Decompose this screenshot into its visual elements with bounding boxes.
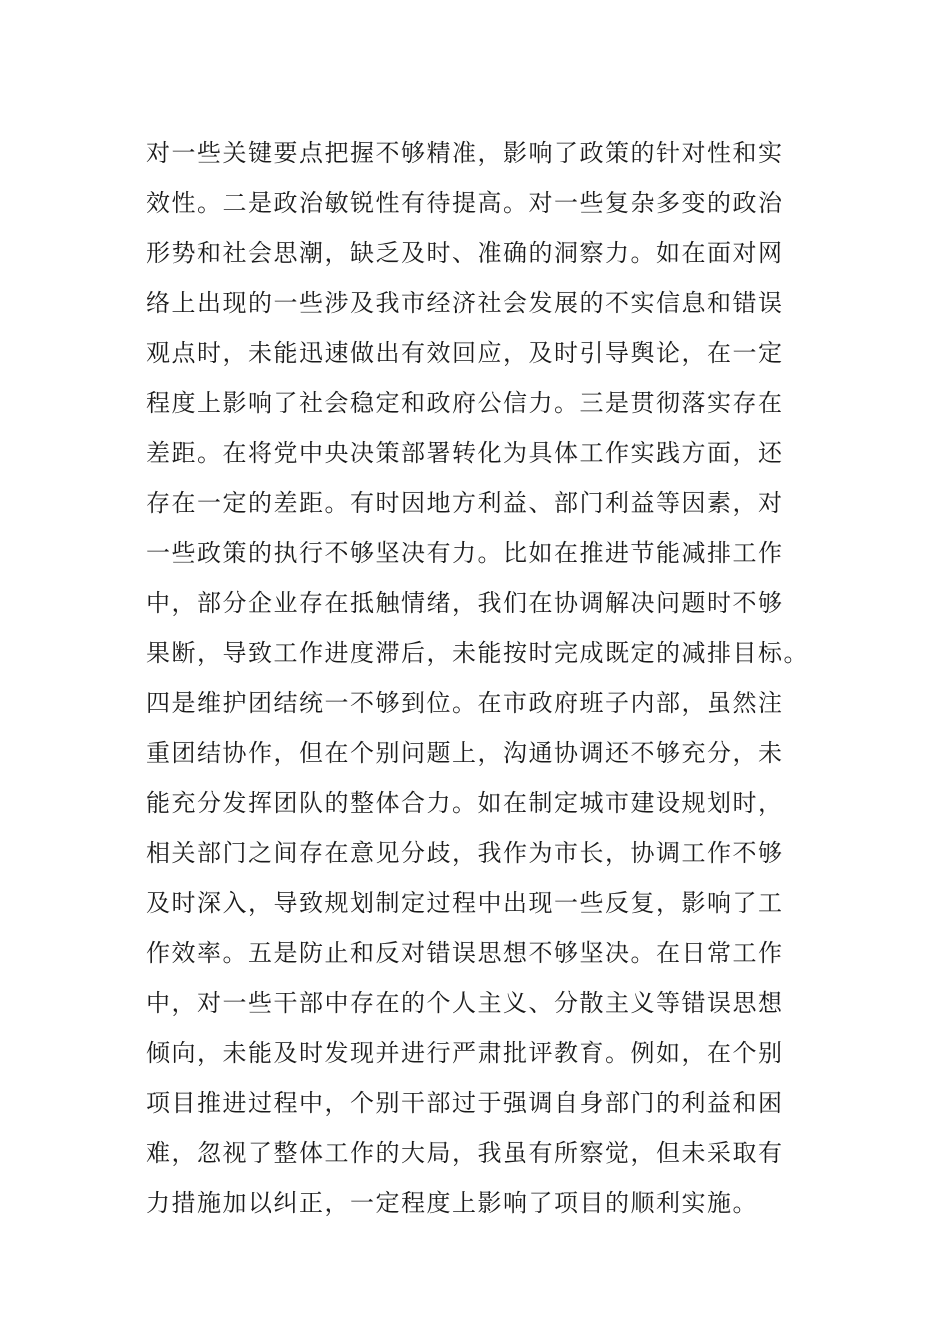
text-line: 四是维护团结统一不够到位。在市政府班子内部，虽然注 [146,689,784,717]
text-line: 效性。二是政治敏锐性有待提高。对一些复杂多变的政治 [146,189,784,217]
text-line: 难，忽视了整体工作的大局，我虽有所察觉，但未采取有 [146,1139,784,1167]
text-line: 观点时，未能迅速做出有效回应，及时引导舆论，在一定 [146,339,784,367]
text-line: 相关部门之间存在意见分歧，我作为市长，协调工作不够 [146,839,784,867]
text-line: 项目推进过程中，个别干部过于强调自身部门的利益和困 [146,1089,784,1117]
text-line: 对一些关键要点把握不够精准，影响了政策的针对性和实 [146,139,784,167]
body-paragraph [146,128,809,1228]
text-line: 一些政策的执行不够坚决有力。比如在推进节能减排工作 [146,539,784,567]
text-line: 作效率。五是防止和反对错误思想不够坚决。在日常工作 [146,939,784,967]
text-line: 络上出现的一些涉及我市经济社会发展的不实信息和错误 [146,289,784,317]
text-line: 程度上影响了社会稳定和政府公信力。三是贯彻落实存在 [146,389,784,417]
text-line: 存在一定的差距。有时因地方利益、部门利益等因素，对 [146,489,784,517]
text-line: 重团结协作，但在个别问题上，沟通协调还不够充分，未 [146,739,784,767]
text-line: 及时深入，导致规划制定过程中出现一些反复，影响了工 [146,889,784,917]
text-line: 中，部分企业存在抵触情绪，我们在协调解决问题时不够 [146,589,784,617]
text-line: 倾向，未能及时发现并进行严肃批评教育。例如，在个别 [146,1039,784,1067]
text-line: 形势和社会思潮，缺乏及时、准确的洞察力。如在面对网 [146,239,784,267]
text-line: 果断，导致工作进度滞后，未能按时完成既定的减排目标。 [146,639,809,667]
text-line: 中，对一些干部中存在的个人主义、分散主义等错误思想 [146,989,784,1017]
text-line: 差距。在将党中央决策部署转化为具体工作实践方面，还 [146,439,784,467]
text-line: 力措施加以纠正，一定程度上影响了项目的顺利实施。 [146,1189,758,1217]
text-line: 能充分发挥团队的整体合力。如在制定城市建设规划时， [146,789,784,817]
